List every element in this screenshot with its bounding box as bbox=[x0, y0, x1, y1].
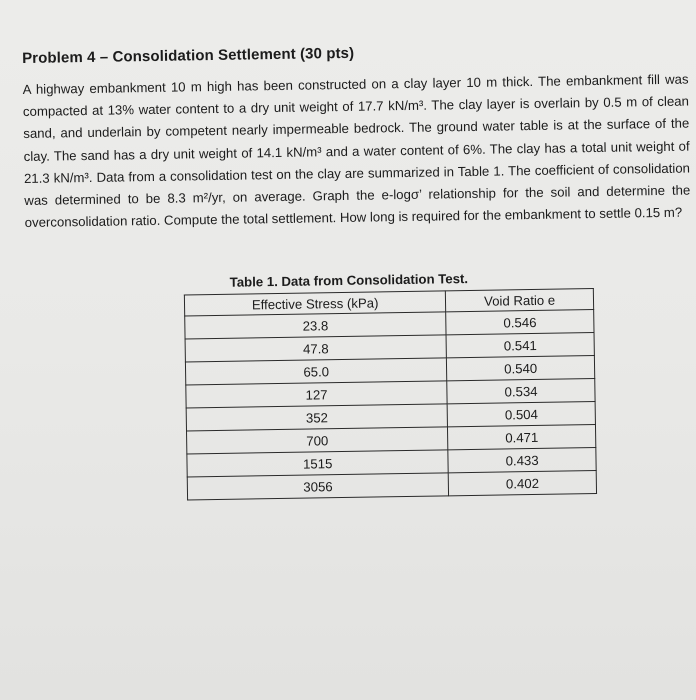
cell-void-ratio: 0.471 bbox=[448, 425, 596, 450]
header-effective-stress: Effective Stress (kPa) bbox=[184, 291, 446, 316]
consolidation-data-table bbox=[184, 288, 597, 500]
cell-void-ratio: 0.504 bbox=[447, 402, 595, 427]
cell-void-ratio: 0.546 bbox=[446, 310, 594, 335]
cell-void-ratio: 0.402 bbox=[448, 471, 596, 496]
cell-effective-stress: 700 bbox=[187, 427, 449, 454]
cell-effective-stress: 352 bbox=[186, 404, 448, 431]
data-table-section bbox=[184, 269, 597, 500]
cell-effective-stress: 23.8 bbox=[185, 312, 447, 339]
problem-statement: A highway embankment 10 m high has been constructed on a clay layer 10 m thick. The embankment fill was compacted at 13% water content to a dry unit weight of 17.7 kN/m³. The clay layer is overlain by 0.5 m of clean sand, and underlain by competent nearly impermeable bedrock. The ground water table is at the surface of the clay. The sand has a dry unit weight of 14.1 kN/m³ and a water content of 6%. The clay has a total unit weight of 21.3 kN/m³. Data from a consolidation test on the clay are summarized in Table 1. The coefficient of consolidation was determined to be 8.3 m²/yr, on average. Graph the e-logσ’ relationship for the soil and determine the overconsolidation ratio. Compute the total settlement. How long is required for the embankment to settle 0.15 m? bbox=[22, 71, 691, 231]
cell-effective-stress: 47.8 bbox=[185, 335, 447, 362]
cell-effective-stress: 3056 bbox=[187, 473, 449, 500]
cell-void-ratio: 0.534 bbox=[447, 379, 595, 404]
problem-title: Problem 4 – Consolidation Settlement (30 pts) bbox=[22, 44, 355, 67]
cell-void-ratio: 0.541 bbox=[446, 333, 594, 358]
cell-effective-stress: 65.0 bbox=[185, 358, 447, 385]
header-void-ratio: Void Ratio e bbox=[446, 289, 594, 312]
cell-effective-stress: 127 bbox=[186, 381, 448, 408]
problem-block bbox=[22, 39, 695, 495]
table-caption: Table 1. Data from Consolidation Test. bbox=[229, 271, 469, 290]
cell-effective-stress: 1515 bbox=[187, 450, 449, 477]
cell-void-ratio: 0.540 bbox=[447, 356, 595, 381]
cell-void-ratio: 0.433 bbox=[448, 448, 596, 473]
